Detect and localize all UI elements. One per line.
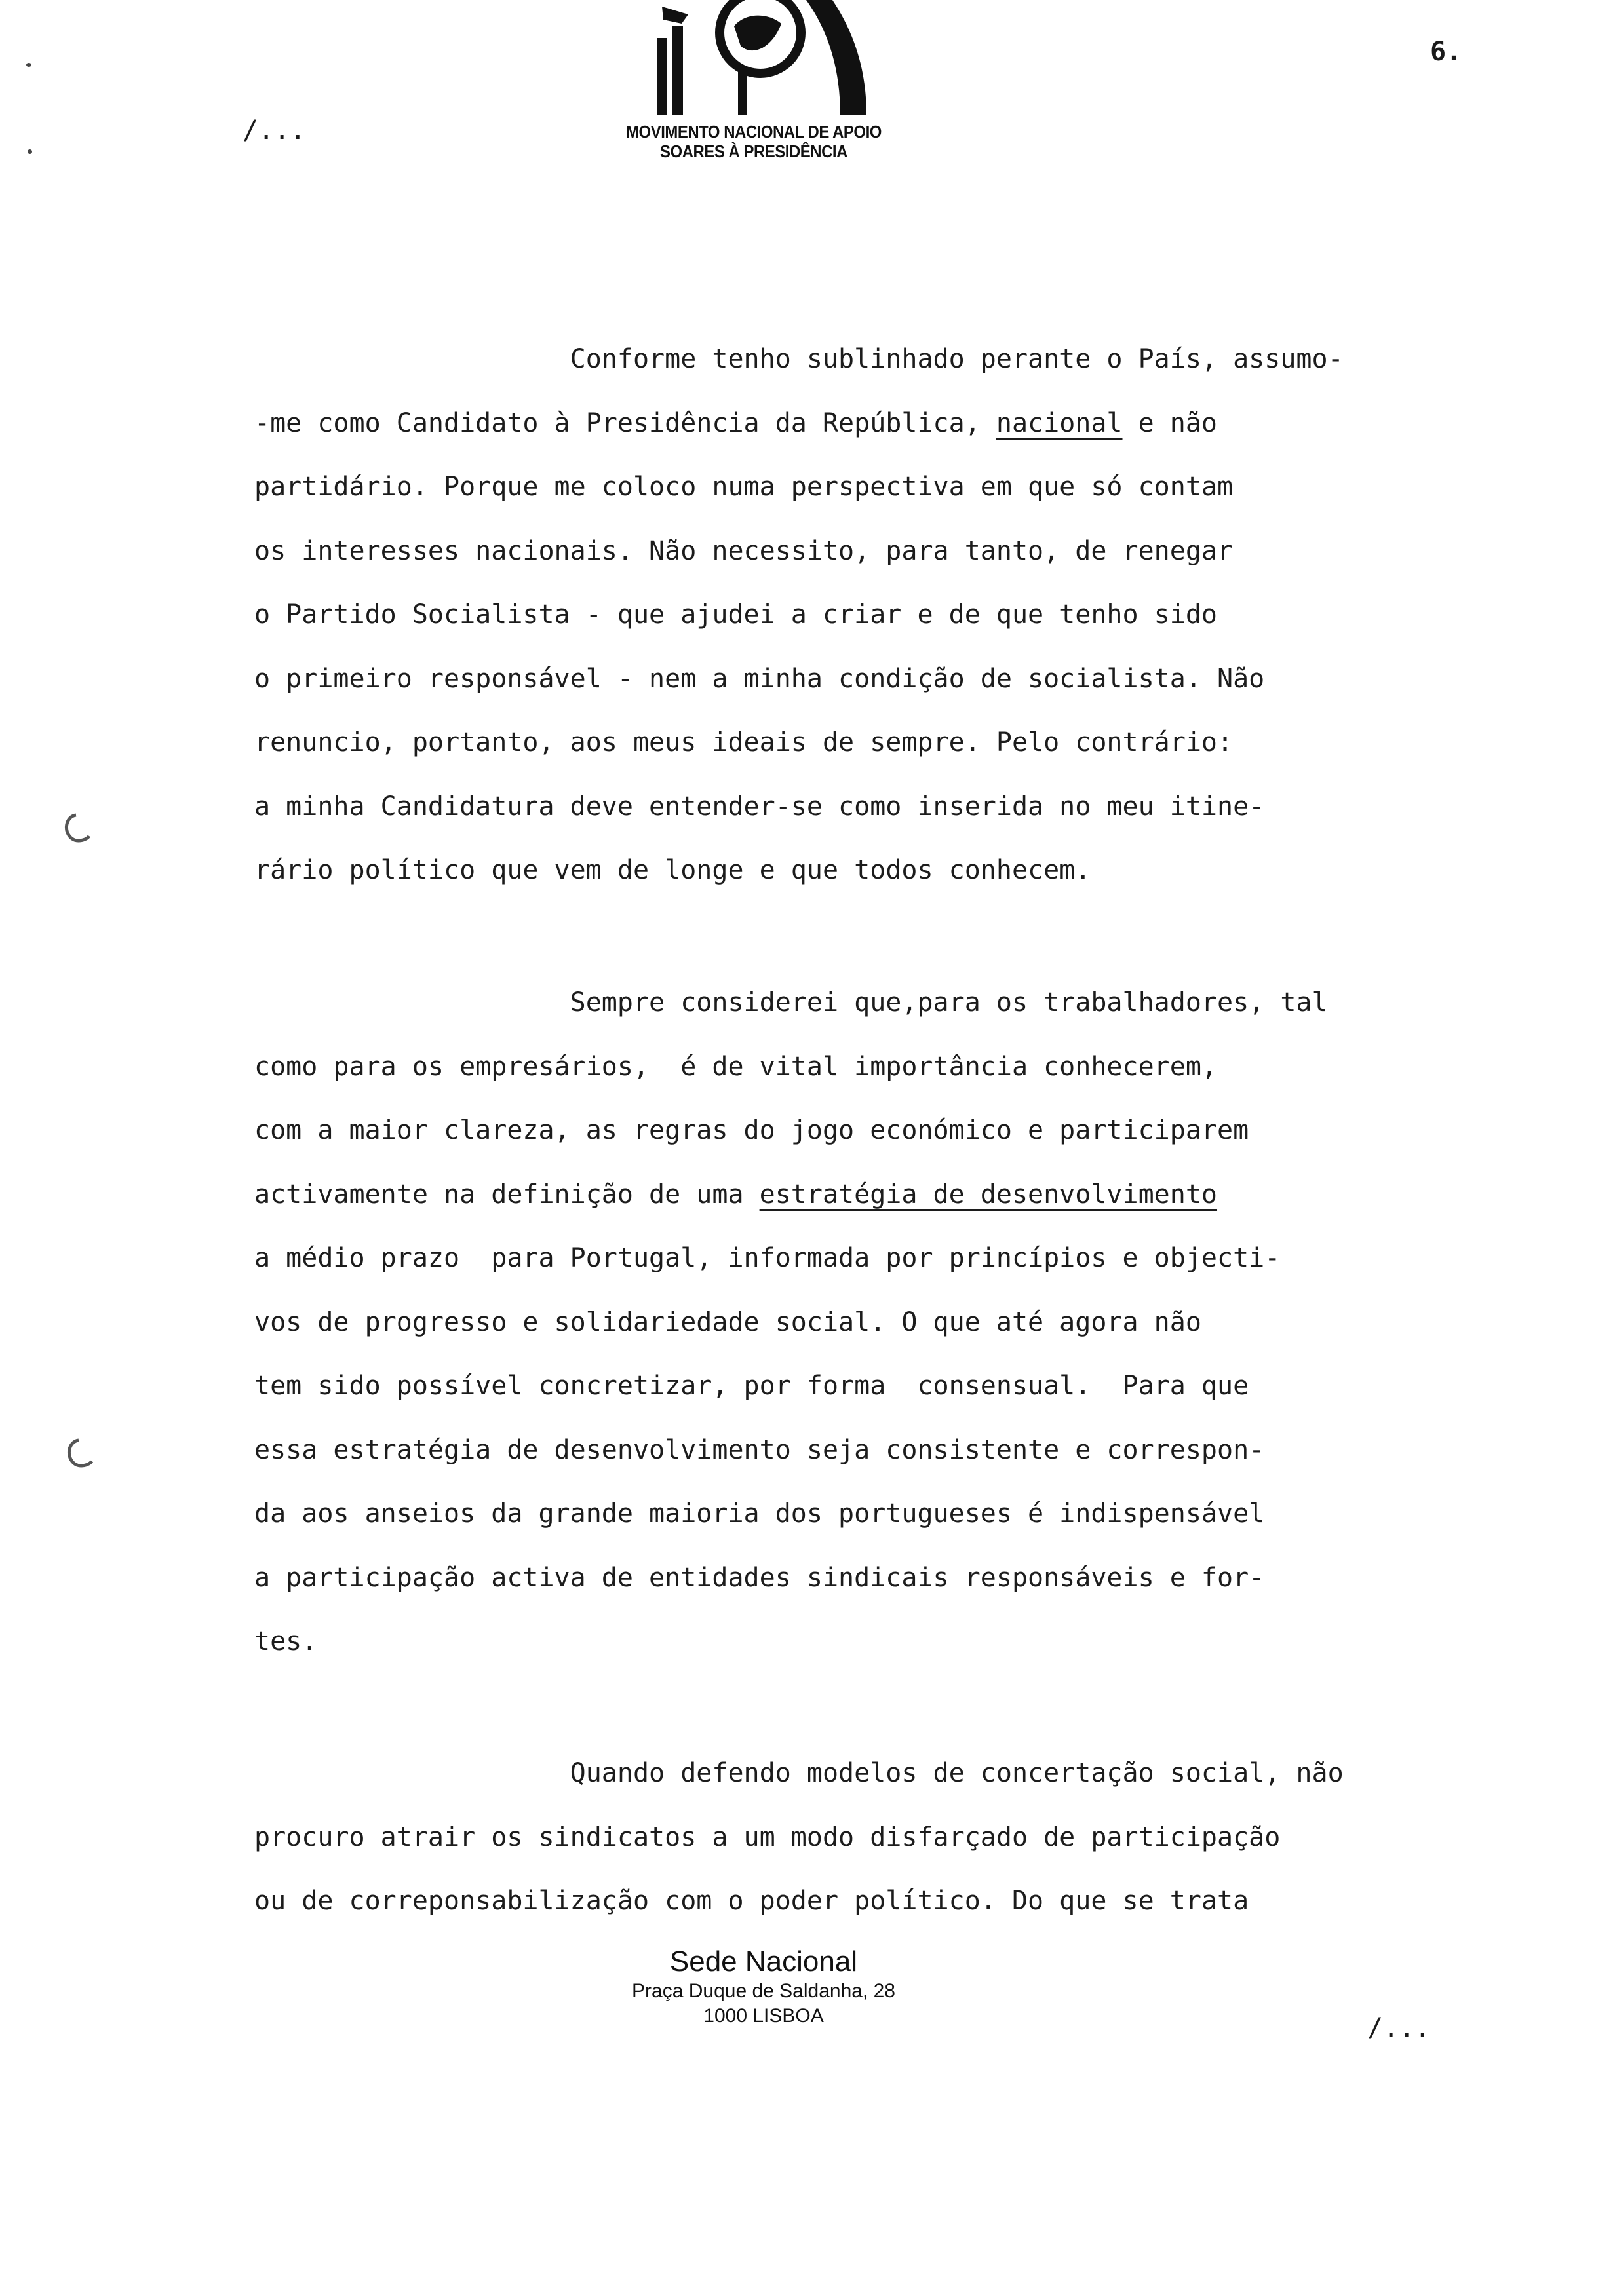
text-line: renuncio, portanto, aos meus ideais de sempre. Pelo contrário:: [254, 727, 1234, 757]
campaign-emblem-icon: [610, 0, 898, 118]
page-number: 6.: [1430, 37, 1462, 67]
text-line: procuro atrair os sindicatos a um modo disfarçado de participação: [254, 1822, 1281, 1852]
text-line: Sempre considerei que,para os trabalhadores, tal: [254, 987, 1328, 1018]
footer-address-line1: Praça Duque de Saldanha, 28: [632, 1980, 895, 2002]
text-line: vos de progresso e solidariedade social. O que até agora não: [254, 1307, 1201, 1337]
punch-hole-mark: [59, 1435, 98, 1474]
scan-speck: [28, 149, 32, 154]
text-line: a participação activa de entidades sindicais responsáveis e for-: [254, 1562, 1265, 1593]
scan-speck: [26, 63, 31, 67]
text-line: como para os empresários, é de vital importância conhecerem,: [254, 1051, 1218, 1082]
text-line: rário político que vem de longe e que todos conhecem.: [254, 855, 1091, 885]
text-line: Conforme tenho sublinhado perante o País, assumo-: [254, 344, 1344, 374]
campaign-logo: [610, 0, 898, 177]
footer-address: [577, 1945, 950, 2029]
punch-hole-mark: [56, 810, 96, 849]
text-line: o Partido Socialista - que ajudei a criar e de que tenho sido: [254, 600, 1218, 630]
paragraph-2: [254, 971, 1552, 1674]
paragraph-3: [254, 1742, 1552, 1934]
text-line: partidário. Porque me coloco numa perspectiva em que só contam: [254, 472, 1234, 502]
underlined-phrase: nacional: [996, 408, 1123, 438]
text-line: a minha Candidatura deve entender-se como inserida no meu itine-: [254, 791, 1265, 822]
footer-title: Sede Nacional: [669, 1945, 858, 1978]
text-line: ou de correponsabilização com o poder político. Do que se trata: [254, 1886, 1249, 1916]
text-line: com a maior clareza, as regras do jogo económico e participarem: [254, 1115, 1249, 1145]
footer-address-line2: 1000 LISBOA: [703, 2005, 824, 2027]
logo-text-line2: SOARES À PRESIDÊNCIA: [660, 142, 847, 161]
text-line: tes.: [254, 1626, 318, 1656]
text-line: o primeiro responsável - nem a minha condição de socialista. Não: [254, 663, 1265, 694]
continuation-mark-top: /...: [243, 115, 306, 145]
text-line: a médio prazo para Portugal, informada por princípios e objecti-: [254, 1243, 1281, 1273]
logo-text-line1: MOVIMENTO NACIONAL DE APOIO: [626, 122, 882, 142]
text-line: tem sido possível concretizar, por forma consensual. Para que: [254, 1371, 1249, 1401]
text-line: -me como Candidato à Presidência da República, nacional e não: [254, 408, 1218, 438]
continuation-mark-bottom: /...: [1367, 2013, 1431, 2043]
text-line: essa estratégia de desenvolvimento seja consistente e correspon-: [254, 1434, 1265, 1465]
text-line: Quando defendo modelos de concertação social, não: [254, 1758, 1344, 1788]
underlined-phrase: estratégia de desenvolvimento: [759, 1179, 1218, 1210]
text-line: activamente na definição de uma estratégia de desenvolvimento: [254, 1179, 1218, 1210]
text-line: os interesses nacionais. Não necessito, para tanto, de renegar: [254, 535, 1234, 566]
text-line: da aos anseios da grande maioria dos portugueses é indispensável: [254, 1499, 1265, 1529]
paragraph-1: [254, 328, 1552, 903]
